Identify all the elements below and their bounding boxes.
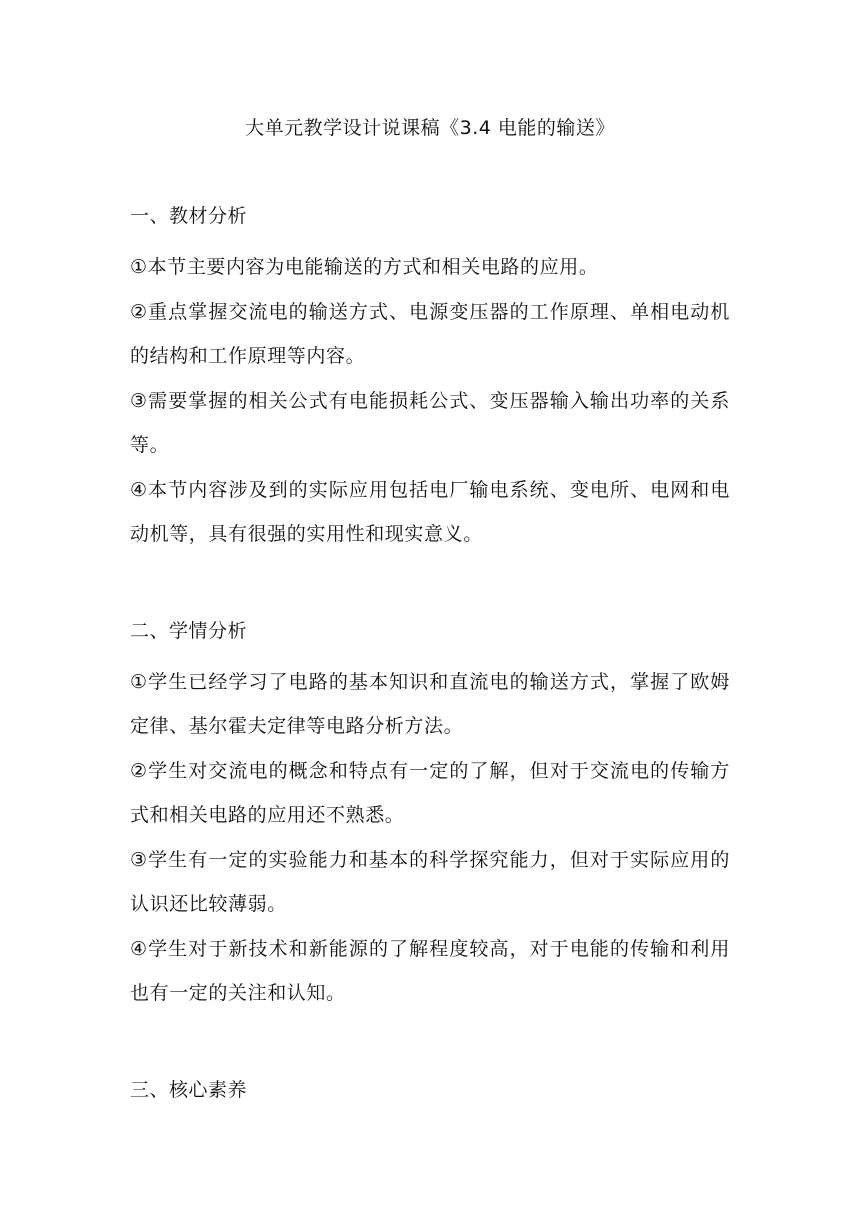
- paragraph: ②学生对交流电的概念和特点有一定的了解，但对于交流电的传输方式和相关电路的应用还不熟悉。: [130, 759, 730, 826]
- section-heading: 三、核心素养: [130, 1078, 248, 1101]
- section-textbook-analysis: [130, 201, 730, 557]
- section-student-analysis: [130, 616, 730, 1016]
- paragraph: ①本节主要内容为电能输送的方式和相关电路的应用。: [130, 256, 599, 278]
- paragraph: ③需要掌握的相关公式有电能损耗公式、变压器输入输出功率的关系等。: [130, 389, 730, 456]
- section-heading: 二、学情分析: [130, 619, 248, 642]
- section-core-literacy: [130, 1075, 730, 1105]
- paragraph: ②重点掌握交流电的输送方式、电源变压器的工作原理、单相电动机的结构和工作原理等内容。: [130, 300, 730, 367]
- section-heading: 一、教材分析: [130, 205, 248, 227]
- section-spacer: [130, 1016, 730, 1075]
- section-spacer: [130, 557, 730, 616]
- document-body: [130, 201, 730, 1119]
- document-title: 大单元教学设计说课稿《3.4 电能的输送》: [245, 117, 615, 139]
- paragraph: ③学生有一定的实验能力和基本的科学探究能力，但对于实际应用的认识还比较薄弱。: [130, 848, 730, 915]
- paragraph: ①学生已经学习了电路的基本知识和直流电的输送方式，掌握了欧姆定律、基尔霍夫定律等电路分析方法。: [130, 670, 730, 737]
- paragraph: ④学生对于新技术和新能源的了解程度较高，对于电能的传输和利用也有一定的关注和认知。: [130, 937, 730, 1004]
- paragraph: ④本节内容涉及到的实际应用包括电厂输电系统、变电所、电网和电动机等，具有很强的实用性和现实意义。: [130, 478, 730, 545]
